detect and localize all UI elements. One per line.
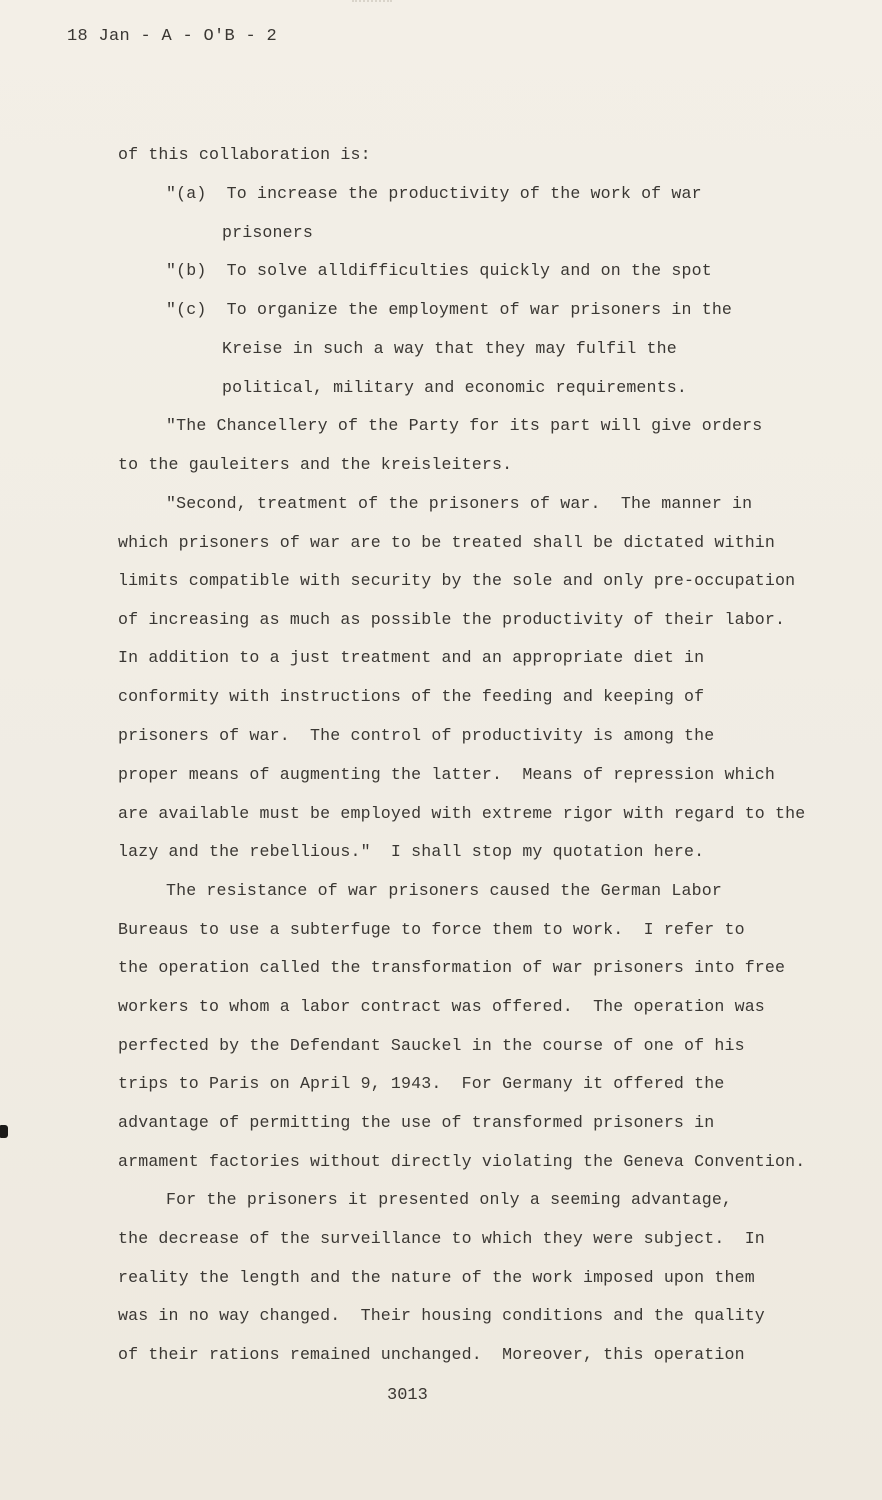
text-line: armament factories without directly violating the Geneva Convention. (118, 1152, 806, 1171)
binding-mark (0, 1125, 8, 1138)
text-line: of their rations remained unchanged. Moreover, this operation (118, 1345, 745, 1364)
text-line: prisoners (222, 223, 313, 242)
text-line: "(a) To increase the productivity of the work of war (166, 184, 702, 203)
text-line: political, military and economic requirements. (222, 378, 687, 397)
text-line: the decrease of the surveillance to which they were subject. In (118, 1229, 765, 1248)
text-line: perfected by the Defendant Sauckel in the course of one of his (118, 1036, 745, 1055)
text-line: the operation called the transformation of war prisoners into free (118, 958, 786, 977)
text-line: "Second, treatment of the prisoners of war. The manner in (166, 494, 753, 513)
text-line: of this collaboration is: (118, 145, 371, 164)
text-line: In addition to a just treatment and an appropriate diet in (118, 648, 705, 667)
text-line: The resistance of war prisoners caused the German Labor (166, 881, 722, 900)
text-line: Kreise in such a way that they may fulfil the (222, 339, 677, 358)
text-line: Bureaus to use a subterfuge to force them to work. I refer to (118, 920, 745, 939)
text-line: was in no way changed. Their housing conditions and the quality (118, 1306, 765, 1325)
text-line: lazy and the rebellious." I shall stop my quotation here. (118, 842, 705, 861)
text-line: workers to whom a labor contract was offered. The operation was (118, 997, 765, 1016)
text-line: which prisoners of war are to be treated shall be dictated within (118, 533, 776, 552)
page-header: 18 Jan - A - O'B - 2 (67, 27, 278, 46)
text-line: proper means of augmenting the latter. Means of repression which (118, 765, 776, 784)
text-line: For the prisoners it presented only a seeming advantage, (166, 1190, 733, 1209)
page-number: 3013 (387, 1386, 428, 1405)
text-line: trips to Paris on April 9, 1943. For Germany it offered the (118, 1074, 725, 1093)
text-line: advantage of permitting the use of transformed prisoners in (118, 1113, 715, 1132)
text-line: reality the length and the nature of the work imposed upon them (118, 1268, 755, 1287)
text-line: "(b) To solve alldifficulties quickly and on the spot (166, 261, 712, 280)
text-line: "The Chancellery of the Party for its part will give orders (166, 416, 763, 435)
paper-specks (352, 0, 392, 8)
text-line: conformity with instructions of the feeding and keeping of (118, 687, 705, 706)
text-line: are available must be employed with extreme rigor with regard to the (118, 804, 806, 823)
text-line: prisoners of war. The control of productivity is among the (118, 726, 715, 745)
text-line: limits compatible with security by the sole and only pre-occupation (118, 571, 796, 590)
text-line: "(c) To organize the employment of war prisoners in the (166, 300, 733, 319)
text-line: of increasing as much as possible the productivity of their labor. (118, 610, 786, 629)
text-line: to the gauleiters and the kreisleiters. (118, 455, 513, 474)
